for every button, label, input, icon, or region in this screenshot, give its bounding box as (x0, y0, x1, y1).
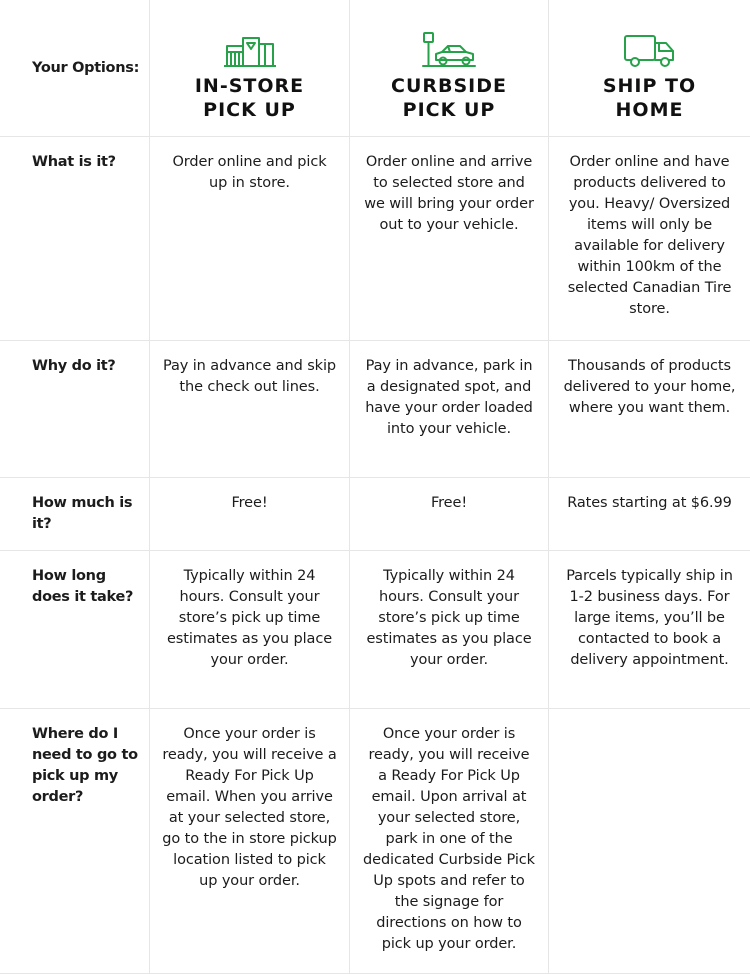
option-header-ship-to-home (549, 0, 750, 137)
answer-cell: Pay in advance and skip the check out lines. (150, 341, 350, 478)
row-question-what: What is it? (0, 137, 150, 341)
curbside-pickup-title: CURBSIDE PICK UP (391, 75, 507, 121)
curbside-car-icon (420, 30, 478, 70)
answer-cell: Parcels typically ship in 1-2 business days. For large items, you’ll be contacted to book a delivery appointment. (549, 551, 750, 709)
row-question-where: Where do I need to go to pick up my order? (0, 709, 150, 974)
answer-cell: Once your order is ready, you will receive a Ready For Pick Up email. Upon arrival at your selected store, park in one of the dedicated Curbside Pick Up spots and refer to the signage for directions on how to pick up your order. (350, 709, 549, 974)
answer-cell: Typically within 24 hours. Consult your store’s pick up time estimates as you place your order. (350, 551, 549, 709)
answer-cell: Free! (150, 478, 350, 551)
answer-cell: Order online and arrive to selected store and we will bring your order out to your vehicle. (350, 137, 549, 341)
answer-cell-empty (549, 709, 750, 974)
answer-cell: Once your order is ready, you will receive a Ready For Pick Up email. When you arrive at your selected store, go to the in store pickup location listed to pick up your order. (150, 709, 350, 974)
row-question-cost: How much is it? (0, 478, 150, 551)
row-question-why: Why do it? (0, 341, 150, 478)
answer-cell: Free! (350, 478, 549, 551)
answer-cell: Order online and have products delivered to you. Heavy/ Oversized items will only be available for delivery within 100km of the selected Canadian Tire store. (549, 137, 750, 341)
delivery-truck-icon (621, 30, 679, 70)
answer-cell: Order online and pick up in store. (150, 137, 350, 341)
in-store-pickup-title: IN-STORE PICK UP (194, 75, 305, 121)
answer-cell: Thousands of products delivered to your home, where you want them. (549, 341, 750, 478)
option-header-curbside (350, 0, 549, 137)
answer-cell: Rates starting at $6.99 (549, 478, 750, 551)
answer-cell: Typically within 24 hours. Consult your store’s pick up time estimates as you place your order. (150, 551, 350, 709)
ship-to-home-title: SHIP TO HOME (602, 75, 697, 121)
option-header-in-store (150, 0, 350, 137)
your-options-label: Your Options: (0, 0, 150, 137)
row-question-duration: How long does it take? (0, 551, 150, 709)
store-icon (221, 30, 279, 70)
answer-cell: Pay in advance, park in a designated spot, and have your order loaded into your vehicle. (350, 341, 549, 478)
